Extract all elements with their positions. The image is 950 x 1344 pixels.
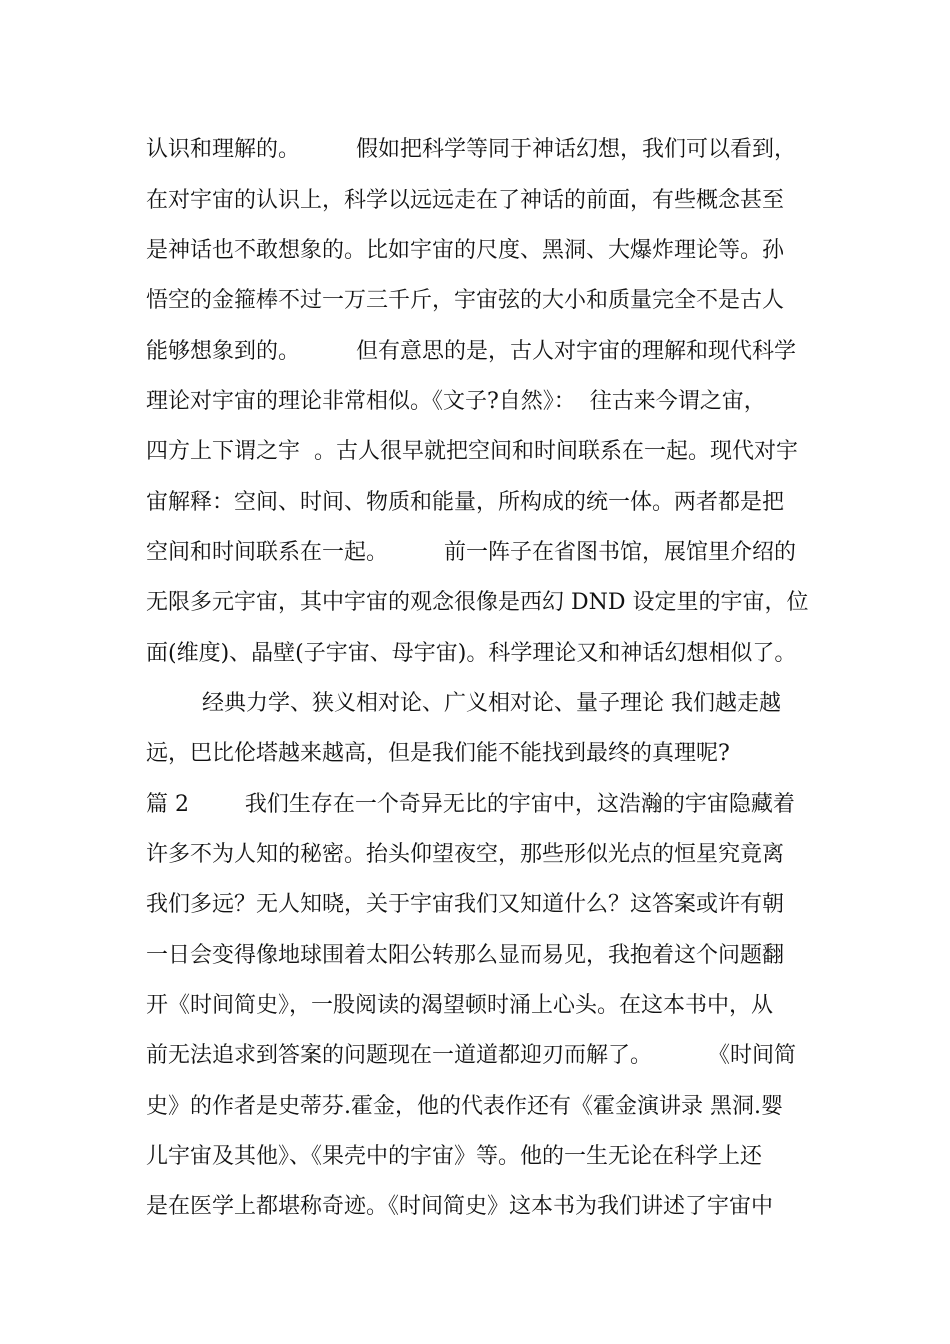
text-line: 前无法追求到答案的问题现在一道道都迎刃而解了。 《时间简 (146, 1043, 796, 1068)
text-line: 许多不为人知的秘密。抬头仰望夜空，那些形似光点的恒星究竟离 (146, 842, 785, 867)
text-line: 理论对宇宙的理论非常相似。《文子?自然》： 往古来今谓之宙， (146, 389, 766, 414)
text-line: 面(维度)、晶壁(子宇宙、母宇宙)。科学理论又和神话幻想相似了。 (146, 641, 797, 666)
text-line: 无限多元宇宙，其中宇宙的观念很像是西幻 DND 设定里的宇宙，位 (146, 590, 809, 615)
text-line: 悟空的金箍棒不过一万三千斤，宇宙弦的大小和质量完全不是古人 (146, 288, 785, 313)
text-line: 四方上下谓之宇 。古人很早就把空间和时间联系在一起。现代对宇 (146, 439, 798, 464)
text-line: 一日会变得像地球围着太阳公转那么显而易见，我抱着这个问题翻 (146, 943, 785, 968)
text-line: 我们多远？无人知晓，关于宇宙我们又知道什么？这答案或许有朝 (146, 892, 785, 917)
text-line: 经典力学、狭义相对论、广义相对论、量子理论 我们越走越 (146, 691, 781, 716)
text-line: 宙解释：空间、时间、物质和能量，所构成的统一体。两者都是把 (146, 490, 785, 515)
text-line: 开《时间简史》，一股阅读的渴望顿时涌上心头。在这本书中，从 (146, 993, 774, 1018)
text-line: 认识和理解的。 假如把科学等同于神话幻想，我们可以看到， (146, 137, 796, 162)
text-line: 在对宇宙的认识上，科学以远远走在了神话的前面，有些概念甚至 (146, 188, 785, 213)
text-line: 是神话也不敢想象的。比如宇宙的尺度、黑洞、大爆炸理论等。孙 (146, 238, 785, 263)
text-line: 史》的作者是史蒂芬.霍金，他的代表作还有《霍金演讲录 黑洞.婴 (146, 1094, 783, 1119)
text-line: 儿宇宙及其他》、《果壳中的宇宙》等。他的一生无论在科学上还 (146, 1144, 763, 1169)
text-line: 能够想象到的。 但有意思的是，古人对宇宙的理解和现代科学 (146, 339, 796, 364)
text-line: 篇 2 我们生存在一个奇异无比的宇宙中，这浩瀚的宇宙隐藏着 (146, 792, 795, 817)
text-line: 空间和时间联系在一起。 前一阵子在省图书馆，展馆里介绍的 (146, 540, 796, 565)
text-line: 远，巴比伦塔越来越高，但是我们能不能找到最终的真理呢? (146, 741, 730, 766)
text-line: 是在医学上都堪称奇迹。《时间简史》这本书为我们讲述了宇宙中 (146, 1194, 774, 1219)
